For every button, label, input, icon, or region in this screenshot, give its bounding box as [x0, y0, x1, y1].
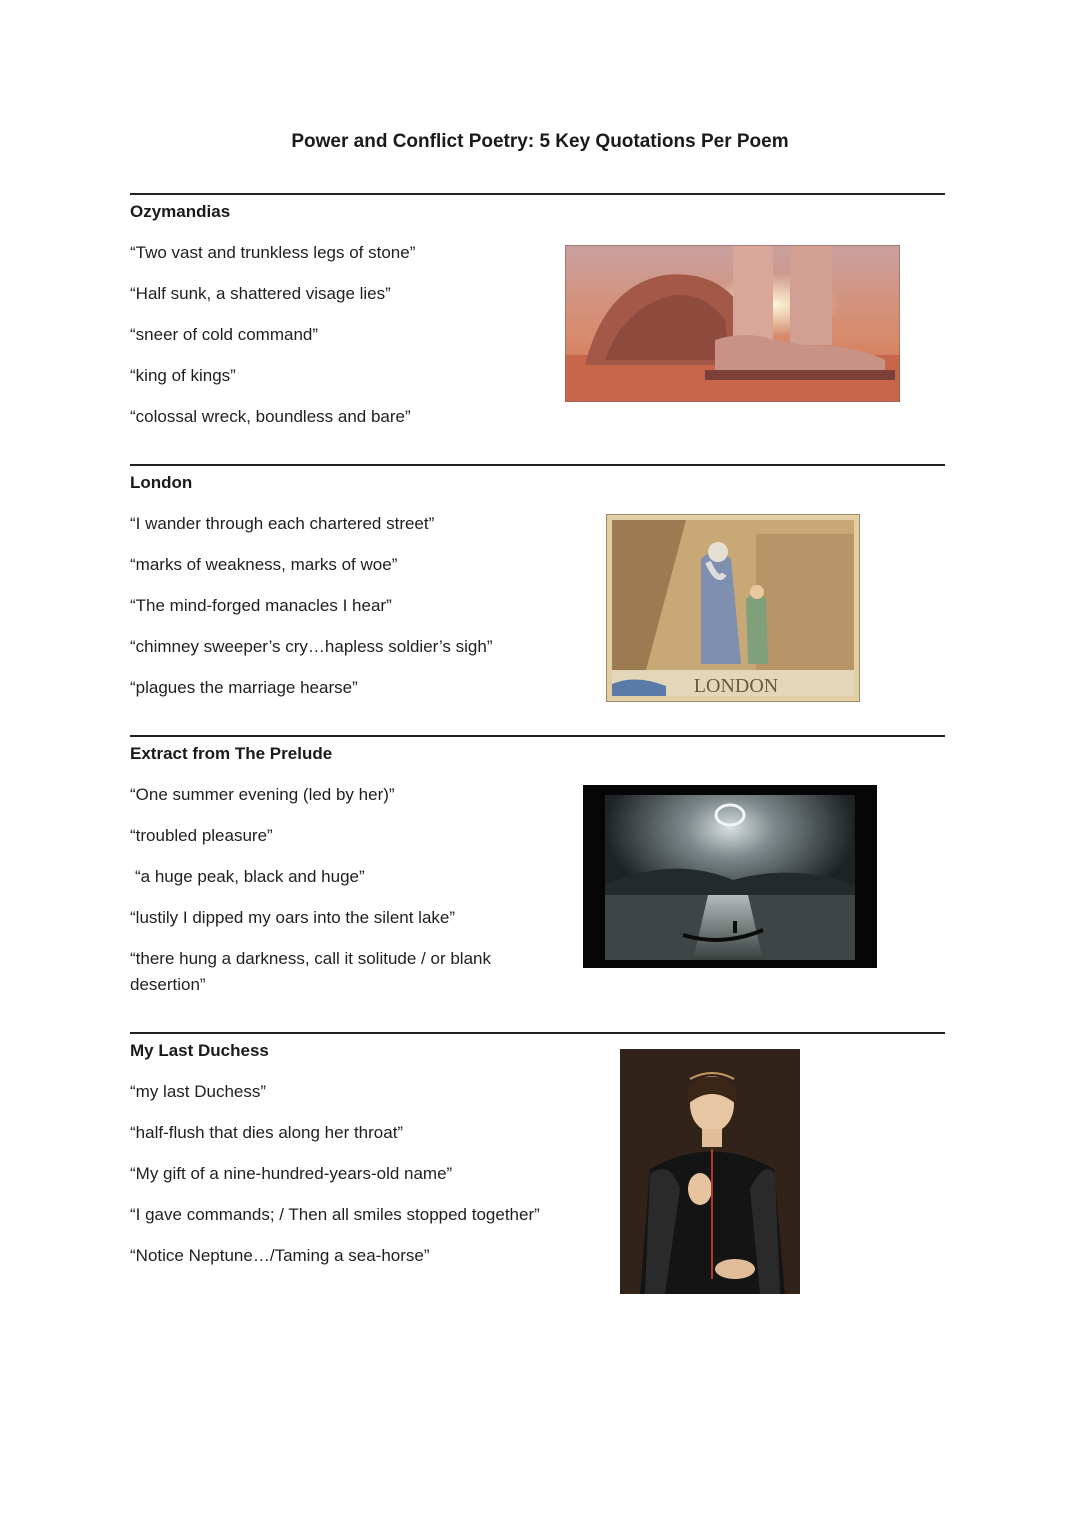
section-divider — [130, 1032, 945, 1034]
quote: “Half sunk, a shattered visage lies” — [130, 284, 391, 303]
section-title: Ozymandias — [130, 202, 231, 221]
section-divider — [130, 735, 945, 737]
quote: “plagues the marriage hearse” — [130, 678, 358, 697]
quote: “half-flush that dies along her throat” — [130, 1123, 404, 1142]
quote: “One summer evening (led by her)” — [130, 785, 395, 804]
section-divider — [130, 193, 945, 195]
quote: “The mind-forged manacles I hear” — [130, 596, 392, 615]
quote: “I wander through each chartered street” — [130, 514, 435, 533]
quote: “My gift of a nine-hundred-years-old name” — [130, 1164, 453, 1183]
quote: “Two vast and trunkless legs of stone” — [130, 243, 416, 262]
london-blake-illustration — [606, 514, 860, 702]
section-divider — [130, 464, 945, 466]
london-image-caption: LONDON — [693, 675, 779, 697]
quote: “there hung a darkness, call it solitude / or blank — [130, 949, 491, 968]
quote: “chimney sweeper’s cry…hapless soldier’s sigh” — [130, 637, 493, 656]
prelude-lake-moonlight-image — [583, 785, 877, 968]
section-title: My Last Duchess — [130, 1041, 269, 1060]
quote: “my last Duchess” — [130, 1082, 267, 1101]
quote: desertion” — [130, 975, 206, 994]
section-my-last-duchess — [130, 1041, 945, 1281]
quote: “Notice Neptune…/Taming a sea-horse” — [130, 1246, 430, 1265]
ozymandias-statue-image — [565, 245, 900, 402]
quote: “colossal wreck, boundless and bare” — [130, 407, 411, 426]
quote: “a huge peak, black and huge” — [135, 867, 365, 886]
section-title: Extract from The Prelude — [130, 744, 333, 763]
duchess-portrait-image — [620, 1049, 800, 1294]
quote: “marks of weakness, marks of woe” — [130, 555, 398, 574]
quote: “sneer of cold command” — [130, 325, 319, 344]
quote: “lustily I dipped my oars into the silent lake” — [130, 908, 456, 927]
page-title: Power and Conflict Poetry: 5 Key Quotations Per Poem — [291, 131, 789, 152]
section-title: London — [130, 473, 193, 492]
quote: “troubled pleasure” — [130, 826, 273, 845]
quote: “I gave commands; / Then all smiles stopped together” — [130, 1205, 540, 1224]
quote: “king of kings” — [130, 366, 236, 385]
